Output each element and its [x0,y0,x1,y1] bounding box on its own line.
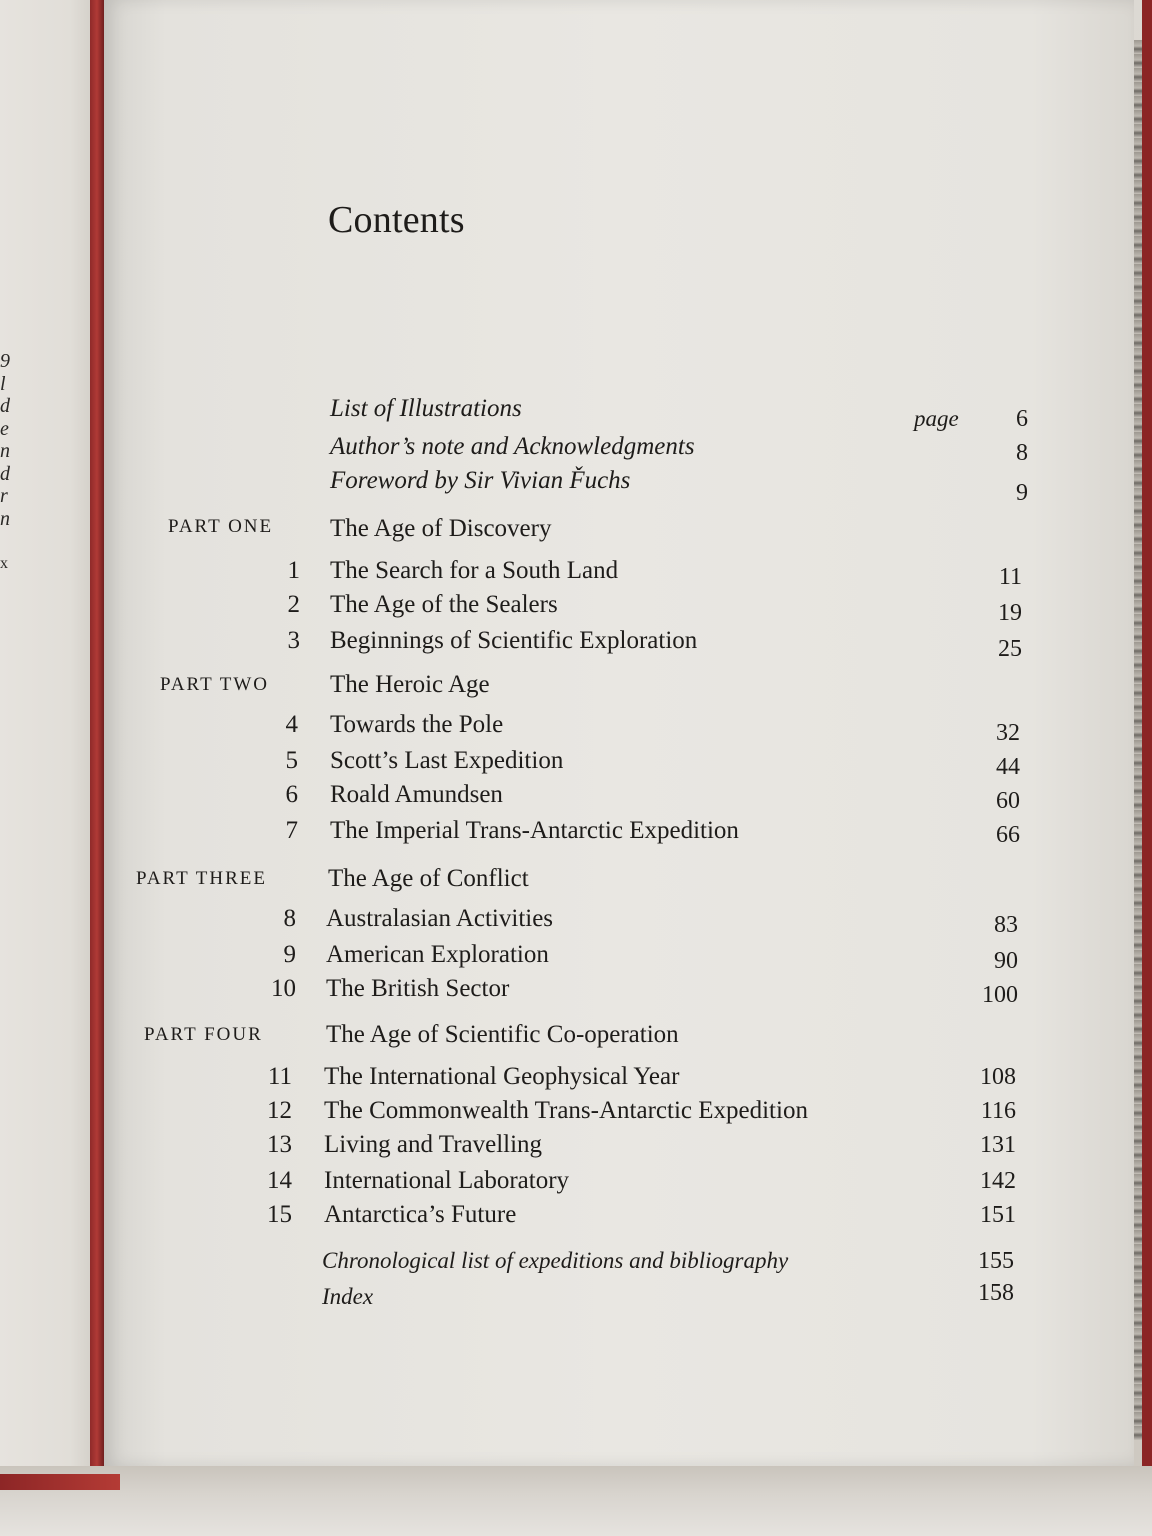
back-entry-title: Chronological list of expeditions and bibliography [322,1248,789,1273]
chapter-number: 14 [267,1167,292,1194]
chapter-page: 60 [996,788,1020,814]
chapter-number: 4 [285,711,298,738]
part-label: PART THREE [136,868,267,889]
chapter-number: 15 [267,1201,292,1228]
left-page-letter: e [0,417,9,440]
chapter-number: 1 [287,557,300,584]
left-page-letter [0,530,14,553]
chapter-title: International Laboratory [324,1167,570,1194]
book-cover-edge-right [1142,0,1152,1536]
book-cover-corner [0,1474,120,1490]
chapter-page: 11 [998,564,1022,590]
chapter-page: 90 [994,948,1018,974]
front-entry-title: List of Illustrations [330,395,522,422]
chapter-page: 32 [996,720,1020,746]
left-page-letter: l [0,372,6,395]
front-entry-page: 8 [1016,440,1028,466]
chapter-number: 10 [271,975,296,1002]
chapter-title: Antarctica’s Future [324,1201,517,1228]
chapter-title: The Commonwealth Trans-Antarctic Expedition [324,1097,808,1124]
chapter-page: 19 [998,600,1022,626]
left-page-letter: d [0,462,10,485]
left-page-text-fragments [0,350,14,575]
chapter-title: American Exploration [326,941,549,968]
back-entry-title: Index [322,1284,374,1309]
left-page-letter: n [0,507,10,530]
chapter-title: The Imperial Trans-Antarctic Expedition [330,817,739,844]
chapter-page: 151 [980,1202,1016,1228]
left-page-letter: r [0,485,8,507]
chapter-page: 83 [994,912,1018,938]
chapter-page: 116 [980,1098,1016,1124]
page-title: Contents [328,199,465,241]
chapter-number: 3 [287,627,300,654]
chapter-number: 7 [285,817,298,844]
chapter-number: 9 [283,941,296,968]
left-page [0,0,101,1475]
front-entry-title: Author’s note and Acknowledgments [330,433,695,460]
chapter-title: Scott’s Last Expedition [330,747,564,774]
left-page-letter: 9 [0,350,10,372]
chapter-page: 108 [980,1064,1016,1090]
chapter-page: 100 [982,982,1018,1008]
part-title: The Age of Conflict [328,865,529,892]
left-page-letter: d [0,395,10,417]
chapter-number: 11 [267,1063,292,1090]
part-title: The Age of Scientific Co-operation [326,1021,679,1048]
page-word: page [914,406,959,431]
chapter-title: The International Geophysical Year [324,1063,680,1090]
left-page-letter: n [0,440,10,462]
book-bottom-edge [0,1466,1152,1536]
chapter-number: 13 [267,1131,292,1158]
back-entry-page: 155 [978,1248,1014,1274]
part-label: PART ONE [168,516,274,537]
part-title: The Heroic Age [330,671,490,698]
chapter-page: 25 [998,636,1022,662]
part-label: PART FOUR [144,1024,263,1045]
chapter-title: Australasian Activities [326,905,554,932]
chapter-title: The British Sector [326,975,510,1002]
chapter-number: 2 [287,591,300,618]
part-label: PART TWO [160,674,270,695]
chapter-title: Beginnings of Scientific Exploration [330,627,698,654]
chapter-number: 12 [267,1097,292,1124]
part-title: The Age of Discovery [330,515,552,542]
book-cover-edge-left [90,0,104,1490]
front-entry-title: Foreword by Sir Vivian F̌uchs [330,467,631,494]
chapter-number: 6 [285,781,298,808]
chapter-number: 8 [283,905,296,932]
front-entry-page: 9 [1016,480,1028,506]
chapter-page: 131 [980,1132,1016,1158]
back-entry-page: 158 [978,1280,1014,1306]
chapter-title: The Age of the Sealers [330,591,558,618]
chapter-page: 142 [980,1168,1016,1194]
front-entry-page: 6 [1016,406,1028,432]
chapter-number: 5 [285,747,298,774]
chapter-page: 44 [996,754,1020,780]
chapter-page: 66 [996,822,1020,848]
chapter-title: The Search for a South Land [330,557,619,584]
chapter-title: Towards the Pole [330,711,504,738]
left-page-letter: x [0,554,8,572]
chapter-title: Living and Travelling [324,1131,543,1158]
chapter-title: Roald Amundsen [330,781,503,808]
